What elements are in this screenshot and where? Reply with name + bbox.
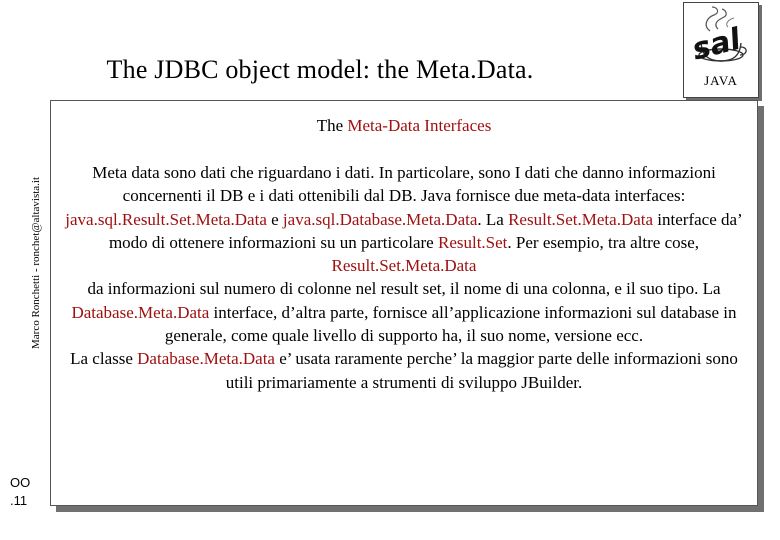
p1-text-d: interface da’ modo di ottenere informazioni su un particolare (108, 209, 743, 252)
p2-code-databasemetadata: Database.Meta.Data (137, 349, 275, 369)
p1-code-resultset: Result.Set (437, 232, 508, 252)
logo-word: sal (688, 21, 745, 68)
sal-java-logo (683, 2, 759, 98)
content-panel (50, 100, 758, 506)
p1-text-b: e (266, 209, 283, 229)
slide-title: The JDBC object model: the Meta.Data. (106, 55, 534, 84)
p2-text-a: La classe (70, 349, 138, 369)
p2-text-b: e’ usata raramente perche’ la maggior parte delle informazioni sono utili primariamente a strumenti di sviluppo JBuilder. (225, 349, 738, 392)
p1-code-databasemetadata: Database.Meta.Data (71, 302, 210, 322)
p1-text-e: . Per esempio, tra altre cose, (507, 232, 700, 252)
panel-title-prefix: The (316, 116, 348, 135)
page-number (10, 474, 44, 510)
paragraph-2 (57, 347, 751, 394)
page-number-top: OO (10, 475, 31, 490)
p1-code-resultsetmetadata-2: Result.Set.Meta.Data (331, 256, 477, 276)
author-credit: Marco Ronchetti - ronchet@altavista.it (30, 176, 42, 349)
p1-text-c: . La (477, 209, 509, 229)
paragraph-1 (57, 161, 751, 347)
p1-text-g: interface, d’altra parte, fornisce all’applicazione informazioni sul database in generale, come quale livello di supporto ha, il suo nome, versione ecc. (164, 302, 737, 346)
panel-title-highlight: Meta-Data Interfaces (347, 116, 492, 135)
p1-text-f: da informazioni sul numero di colonne nel result set, il nome di una colonna, e il suo tipo. La (87, 279, 721, 299)
logo-caption: JAVA (704, 73, 738, 88)
p1-code-resultsetmetadata: Result.Set.Meta.Data (508, 209, 654, 229)
panel-title (51, 116, 757, 136)
p1-code-databasemetadata-full: java.sql.Database.Meta.Data (282, 209, 478, 229)
p1-text-a: Meta data sono dati che riguardano i dati. In particolare, sono I dati che danno informazioni concernenti il DB e i dati ottenibili dal DB. Java fornisce due meta-data interfaces: (92, 163, 716, 206)
page-number-bottom: .11 (10, 493, 28, 508)
p1-code-resultsetmetadata-full: java.sql.Result.Set.Meta.Data (65, 209, 267, 229)
body-text (57, 161, 751, 394)
coffee-cup-icon (684, 3, 758, 73)
